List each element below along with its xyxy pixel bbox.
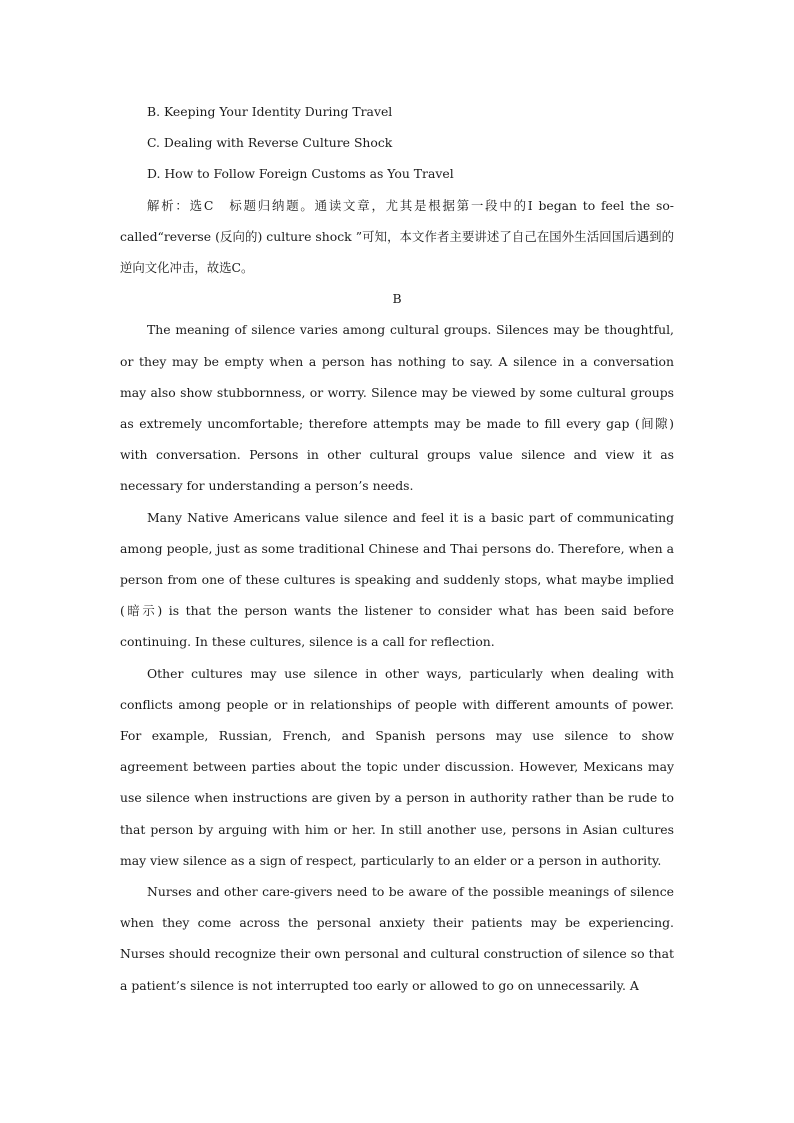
answer-analysis: 解析：选C 标题归纳题。通读文章，尤其是根据第一段中的I began to feel the so-called“reverse (反向的) culture shock ”可知，本文作者主要讲述了自己在国外生活回国后遇到的逆向文化冲击，故选C。 [120, 197, 674, 275]
paragraph-3: Other cultures may use silence in other ways, particularly when dealing with conflicts among people or in relationships of people with different amounts of power. For example, Russian, French, and Spanish persons may use silence to show agreement between parties about the topic under discussion. However, Mexicans may use silence when instructions are given by a person in authority rather than be rude to that person by arguing with him or her. In still another use, persons in Asian cultures may view silence as a sign of respect, particularly to an elder or a person in authority. [120, 665, 674, 868]
paragraph-4: Nurses and other care-givers need to be aware of the possible meanings of silence when they come across the personal anxiety their patients may be experiencing. Nurses should recognize their own personal and cultural construction of silence so that a patient’s silence is not interrupted too early or allowed to go on unnecessarily. A [120, 884, 674, 993]
section-label: B [392, 291, 402, 307]
document-page [120, 96, 674, 1001]
paragraph-2: Many Native Americans value silence and feel it is a basic part of communicating among people, just as some traditional Chinese and Thai persons do. Therefore, when a person from one of these cultures is speaking and suddenly stops, what maybe implied (暗示) is that the person wants the listener to consider what has been said before continuing. In these cultures, silence is a call for reflection. [120, 509, 674, 650]
option-c: C. Dealing with Reverse Culture Shock [147, 135, 393, 151]
option-b: B. Keeping Your Identity During Travel [147, 104, 393, 119]
paragraph-1: The meaning of silence varies among cultural groups. Silences may be thoughtful, or they may be empty when a person has nothing to say. A silence in a conversation may also show stubbornness, or worry. Silence may be viewed by some cultural groups as extremely uncomfortable; therefore attempts may be made to fill every gap (间隙) with conversation. Persons in other cultural groups value silence and view it as necessary for understanding a person’s needs. [120, 322, 674, 494]
option-d: D. How to Follow Foreign Customs as You Travel [147, 166, 454, 182]
